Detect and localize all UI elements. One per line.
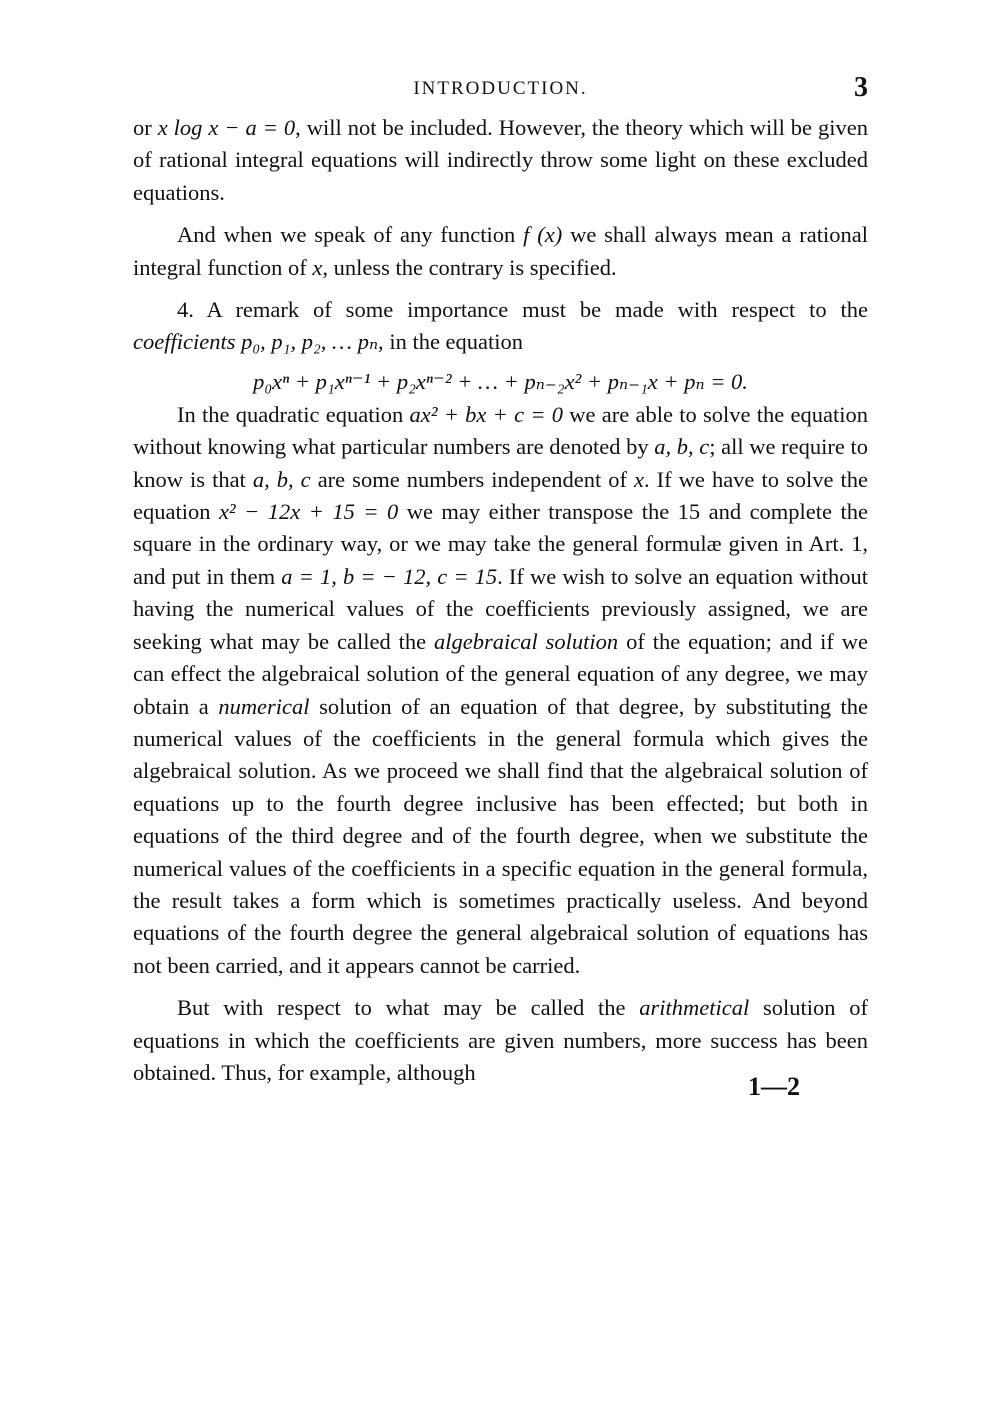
display-equation: p₀xⁿ + p₁xⁿ⁻¹ + p₂xⁿ⁻² + … + pₙ₋₂x² + pₙ₋₁x + pₙ = 0. [253, 368, 748, 394]
italic-term: coefficients [133, 329, 236, 355]
italic-term: numerical [218, 693, 310, 719]
text: 4. A remark of some importance must be made with respect to the [177, 297, 868, 323]
text: , will not be included. However, the theory which will be given of rational integral equations will indirectly throw some light on these excluded equations. [133, 115, 868, 205]
math-inline: x log x − a = 0 [157, 115, 296, 140]
text: But with respect to what may be called the [177, 995, 640, 1021]
paragraph-4 [133, 399, 868, 982]
text: we are able to solve the equation without knowing what particular numbers are denoted by [133, 401, 868, 460]
page-header [133, 72, 868, 112]
math-inline: x [634, 466, 644, 492]
signature-mark: 1—2 [748, 1072, 800, 1101]
running-head: INTRODUCTION. [413, 78, 588, 99]
text: solution of equations in which the coefficients are given numbers, more success has been obtained. Thus, for example, although [133, 995, 868, 1085]
math-inline: a = 1, b = − 12, c = 15 [281, 563, 498, 589]
italic-term: algebraical solution [434, 628, 619, 654]
text: . If we have to solve the equation [133, 466, 868, 525]
text: In the quadratic equation [177, 401, 410, 427]
page [133, 72, 868, 1101]
math-inline: f (x) [523, 222, 563, 248]
math-inline: x [312, 254, 323, 280]
text: we shall always mean a rational integral function of [133, 222, 868, 280]
math-inline: x² − 12x + 15 = 0 [218, 499, 399, 525]
text: are some numbers independent of [310, 466, 634, 492]
math-inline: ax² + bx + c = 0 [409, 401, 564, 427]
math-inline: a, b, c [654, 434, 710, 460]
italic-term: arithmetical [639, 995, 750, 1021]
math-inline: a, b, c [252, 466, 311, 492]
math-inline: p₀, p₁, p₂, … pₙ, [235, 329, 384, 355]
text: , unless the contrary is specified. [322, 254, 617, 280]
paragraph-1 [133, 112, 868, 209]
text: of the equation; and if we can effect the algebraical solution of the general equation of any degree, we may obtain a [133, 628, 868, 719]
text: ; all we require to know is that [133, 434, 868, 492]
paragraph-2 [133, 219, 868, 284]
text: or [133, 115, 158, 140]
text: . If we wish to solve an equation without having the numerical values of the coefficients previously assigned, we are seeking what may be called the [133, 563, 868, 654]
text: we may either transpose the 15 and complete the square in the ordinary way, or we may take the general formulæ given in Art. 1, and put in them [133, 499, 868, 589]
text: solution of an equation of that degree, by substituting the numerical values of the coefficients in the general formula which gives the algebraical solution. As we proceed we shall find that the algebraical solution of equations up to the fourth degree inclusive has been effected; but both in equations of the third degree and of the fourth degree, when we substitute the numerical values of the coefficients in a specific equation in the general formula, the result takes a form which is sometimes practically useless. And beyond equations of the fourth degree the general algebraical solution of equations has not been carried, and it appears cannot be carried. [133, 693, 868, 978]
text: And when we speak of any function [177, 222, 524, 248]
page-number: 3 [854, 72, 868, 103]
paragraph-3 [133, 294, 868, 359]
text: in the equation [383, 329, 524, 355]
